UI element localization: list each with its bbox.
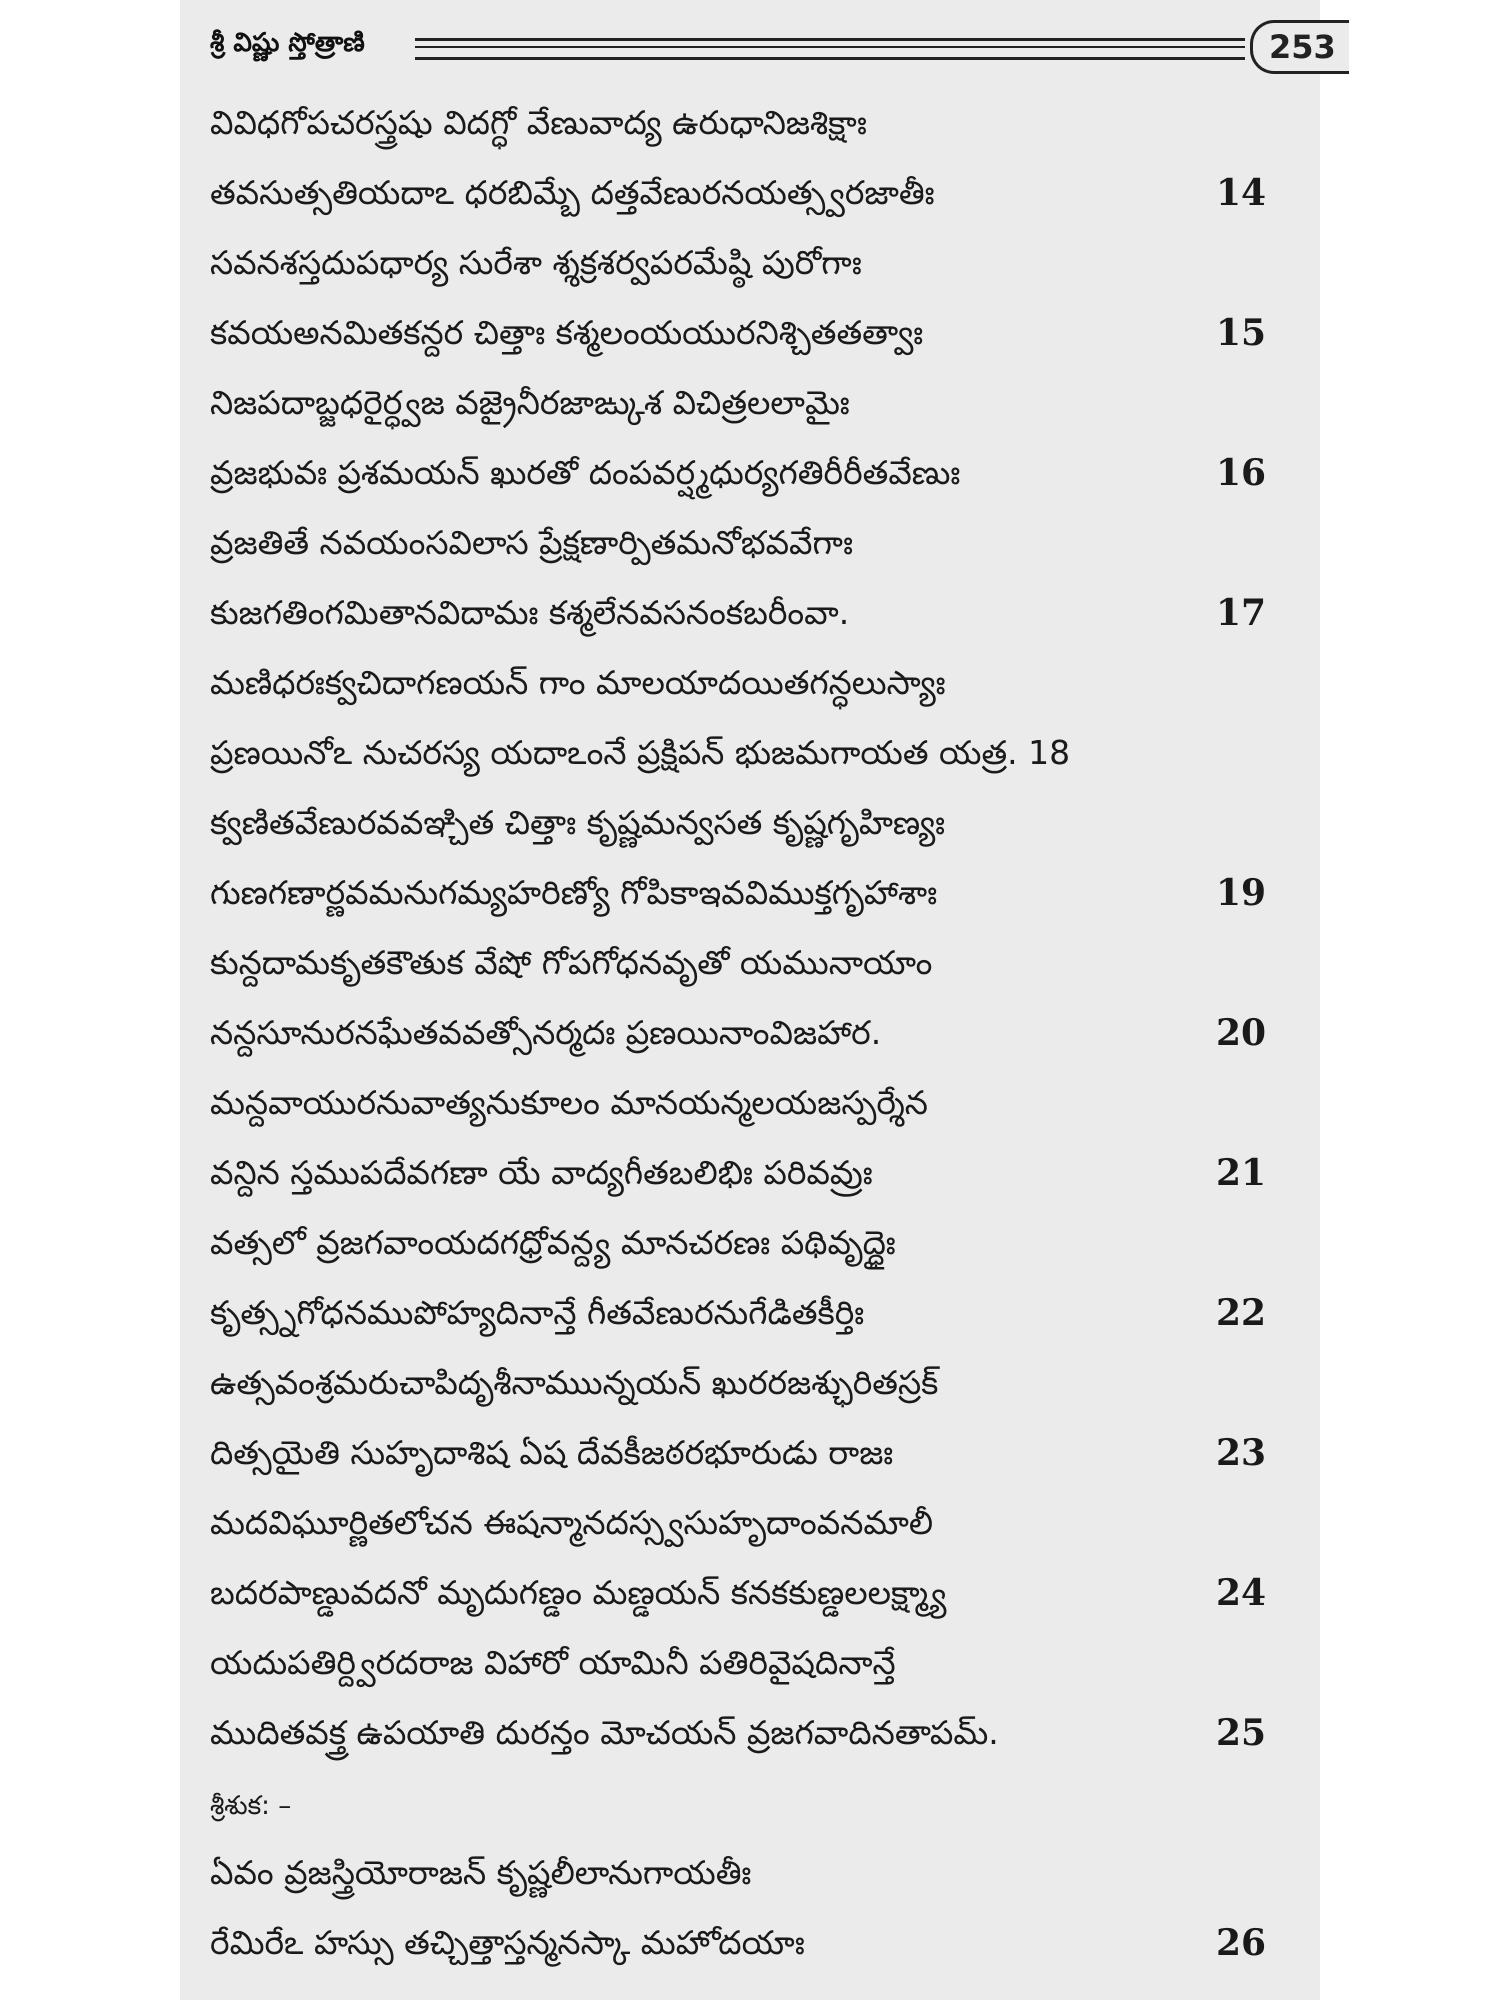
- verse-line: [210, 88, 1310, 158]
- verse-number: 22: [1216, 1292, 1267, 1334]
- verse-text: దిత్సయైతి సుహృదాశిష ఏష దేవకీజఠరభూరుడు రాజః: [210, 1433, 894, 1472]
- verse-line: [210, 438, 1310, 508]
- verse-text: తవసుత్సతియదాఽ ధరబిమ్బే దత్తవేణురనయత్స్వరజాతీః: [210, 173, 935, 212]
- verse-line: [210, 788, 1310, 858]
- verse-text: వ్రజభువః ప్రశమయన్ ఖురతో దంపవర్ష్మధుర్యగతిరీరీతవేణుః: [210, 453, 961, 492]
- verse-text: గుణగణార్ణవమనుగమ్యహరిణ్యో గోపికాఇవవిముక్తగృహాశాః: [210, 873, 938, 912]
- verse-text: ప్రణయినోఽ నుచరస్య యదాఽంనే ప్రక్షిపన్ భుజమగాయత యత్ర. 18: [210, 733, 1071, 772]
- header-rule: [415, 38, 1245, 60]
- verse-number: 20: [1216, 1012, 1267, 1054]
- verse-text: వత్సలో వ్రజగవాంయదగధ్రోవన్ద్య మానచరణః పథివృద్ధైః: [210, 1223, 896, 1262]
- verse-line: [210, 858, 1310, 928]
- verse-line: [210, 158, 1310, 228]
- verse-line: [210, 1418, 1310, 1488]
- verse-line: [210, 1488, 1310, 1558]
- verse-text: శ్రీశుక: –: [210, 1791, 292, 1821]
- verse-text: కున్దదామకృతకౌతుక వేషో గోపగోధనవృతో యమునాయాం: [210, 943, 933, 982]
- verse-number: 16: [1216, 452, 1267, 494]
- verse-list: [210, 88, 1310, 1978]
- verse-number: 26: [1216, 1922, 1267, 1964]
- verse-line: [210, 1698, 1310, 1768]
- verse-number: 25: [1216, 1712, 1267, 1754]
- verse-number: 21: [1216, 1152, 1267, 1194]
- verse-number: 15: [1216, 312, 1267, 354]
- book-page: [180, 0, 1336, 2000]
- verse-number: 14: [1216, 172, 1267, 214]
- page-number: 253: [1250, 20, 1349, 74]
- verse-text: యదుపతిర్ద్విరదరాజ విహారో యామినీ పతిరివైషదినాన్తే: [210, 1643, 896, 1682]
- verse-line: [210, 368, 1310, 438]
- verse-text: కృత్స్నగోధనముపోహ్యదినాన్తే గీతవేణురనుగేడితకీర్తిః: [210, 1293, 865, 1332]
- verse-line: [210, 508, 1310, 578]
- verse-text: ఏవం వ్రజస్త్రియోరాజన్ కృష్ణలీలానుగాయతీః: [210, 1853, 752, 1892]
- verse-text: నిజపదాబ్జధరైర్ధ్వజ వజ్రైనీరజాఙ్కుశ విచిత్రలలామైః: [210, 383, 850, 422]
- verse-text: రేమిరేఽ హస్సు తచ్చిత్తాస్తన్మనస్కా మహోదయాః: [210, 1923, 805, 1962]
- verse-number: 17: [1216, 592, 1267, 634]
- verse-text: వ్రజతితే నవయంసవిలాస ప్రేక్షణార్పితమనోభవవేగాః: [210, 523, 853, 562]
- verse-text: కవయఅనమితకన్దర చిత్తాః కశ్మలంయయురనిశ్చితతత్వాః: [210, 313, 924, 352]
- verse-number: 23: [1216, 1432, 1267, 1474]
- running-title: శ్రీ విష్ణు స్తోత్రాణి: [210, 28, 365, 58]
- verse-text: వన్దిన స్తముపదేవగణా యే వాద్యగీతబలిభిః పరివవ్రుః: [210, 1153, 873, 1192]
- verse-line: [210, 648, 1310, 718]
- verse-text: ముదితవక్త్ర ఉపయాతి దురన్తం మోచయన్ వ్రజగవాదినతాపమ్.: [210, 1713, 999, 1752]
- verse-line: [210, 1838, 1310, 1908]
- verse-text: నన్దసూనురనఘేతవవత్సోనర్మదః ప్రణయినాంవిజహార.: [210, 1013, 882, 1052]
- verse-line: [210, 998, 1310, 1068]
- verse-line: [210, 1558, 1310, 1628]
- verse-line: [210, 578, 1310, 648]
- verse-number: 24: [1216, 1572, 1267, 1614]
- verse-text: మన్దవాయురనువాత్యనుకూలం మానయన్మలయజస్పర్శేన: [210, 1083, 928, 1122]
- verse-text: వివిధగోపచరస్త్రషు విదగ్ధో వేణువాద్య ఉరుధానిజశిక్షాః: [210, 103, 867, 142]
- verse-text: బదరపాణ్డువదనో మృదుగణ్డం మణ్డయన్ కనకకుణ్డలలక్ష్మ్యా: [210, 1573, 947, 1612]
- verse-line: [210, 928, 1310, 998]
- verse-line: [210, 1068, 1310, 1138]
- verse-line: [210, 228, 1310, 298]
- verse-line: [210, 1348, 1310, 1418]
- page-header: [210, 18, 1336, 74]
- verse-number: 19: [1216, 872, 1267, 914]
- verse-line: [210, 1278, 1310, 1348]
- verse-line: [210, 1908, 1310, 1978]
- verse-text: మదవిఘూర్ణితలోచన ఈషన్మానదస్స్వసుహృదాంవనమాలీ: [210, 1503, 934, 1542]
- verse-text: సవనశస్తదుపధార్య సురేశా శ్శక్రశర్వపరమేష్ఠి పురోగాః: [210, 243, 862, 282]
- verse-text: క్వణితవేణురవవఞ్చిత చిత్తాః కృష్ణమన్వసత కృష్ణగృహిణ్యః: [210, 803, 946, 842]
- verse-line: [210, 718, 1310, 788]
- scan-margin-right: [1320, 0, 1500, 2000]
- verse-text: ఉత్సవంశ్రమరుచాపిదృశీనాముున్నయన్ ఖురరజశ్ఛురితస్రక్: [210, 1363, 939, 1402]
- verse-text: కుజగతింగమితానవిదామః కశ్మలేనవసనంకబరీంవా.: [210, 593, 850, 632]
- verse-line: [210, 1628, 1310, 1698]
- scan-margin-left: [0, 0, 180, 2000]
- verse-line: [210, 1208, 1310, 1278]
- verse-line: [210, 1138, 1310, 1208]
- verse-line: [210, 298, 1310, 368]
- verse-text: మణిధరఃక్వచిదాగణయన్ గాం మాలయాదయితగన్ధలుస్యాః: [210, 663, 946, 702]
- speaker-label: [210, 1768, 1310, 1838]
